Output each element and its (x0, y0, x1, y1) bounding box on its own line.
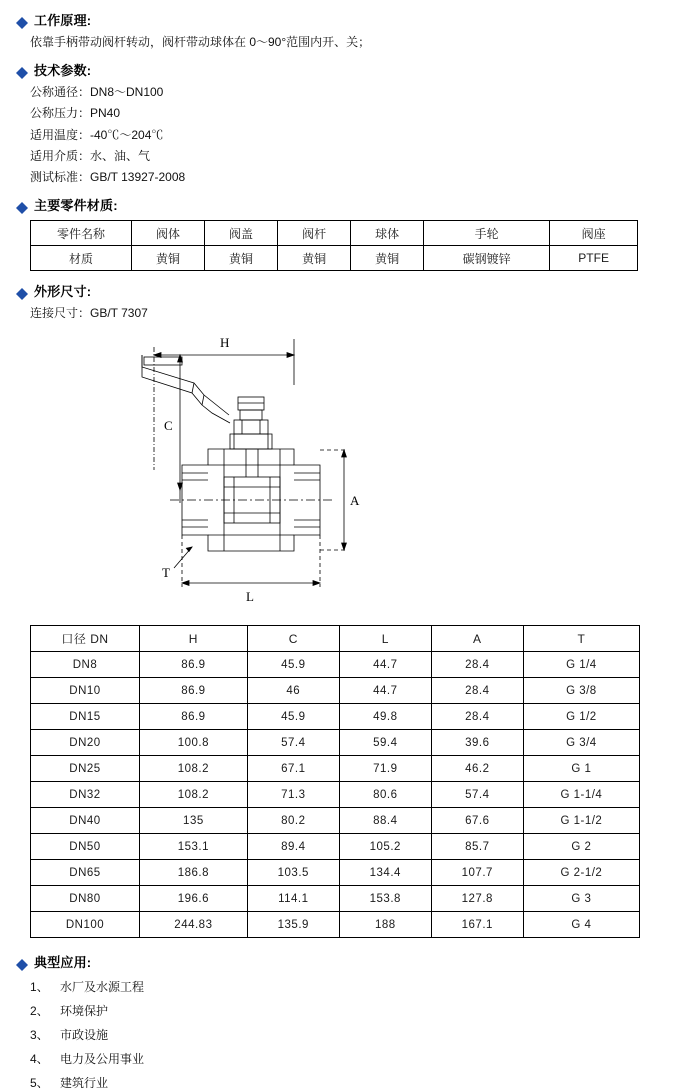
dim-cell-a: 28.4 (431, 704, 523, 730)
table-row (31, 834, 640, 860)
dim-cell-h: 86.9 (140, 652, 248, 678)
dim-cell-dn: DN15 (31, 704, 140, 730)
material-part-handwheel: 手轮 (424, 221, 550, 246)
dim-cell-dn: DN80 (31, 886, 140, 912)
list-item-number: 1、 (30, 980, 49, 995)
dim-header-dn: 口径 DN (31, 626, 140, 652)
dim-cell-dn: DN100 (31, 912, 140, 938)
dim-header-t: T (523, 626, 639, 652)
material-value-label: 材质 (31, 246, 132, 271)
dim-cell-h: 86.9 (140, 704, 248, 730)
dim-cell-c: 71.3 (247, 782, 339, 808)
table-row (31, 246, 638, 271)
dim-cell-l: 71.9 (339, 756, 431, 782)
section-heading-principle (16, 10, 688, 29)
dim-cell-dn: DN8 (31, 652, 140, 678)
dim-cell-t: G 2 (523, 834, 639, 860)
material-value-ball: 黄铜 (351, 246, 424, 271)
dim-cell-dn: DN50 (31, 834, 140, 860)
material-value-seat: PTFE (550, 246, 638, 271)
dim-cell-h: 244.83 (140, 912, 248, 938)
dim-cell-a: 28.4 (431, 652, 523, 678)
diamond-bullet-icon (16, 953, 28, 965)
material-part-stem: 阀杆 (278, 221, 351, 246)
dim-header-l: L (339, 626, 431, 652)
dim-cell-l: 105.2 (339, 834, 431, 860)
dim-cell-dn: DN20 (31, 730, 140, 756)
material-part-body: 阀体 (132, 221, 205, 246)
param-line-standard: 测试标准：GB/T 13927-2008 (30, 169, 186, 184)
dim-cell-a: 46.2 (431, 756, 523, 782)
dim-cell-a: 127.8 (431, 886, 523, 912)
principle-text: 依靠手柄带动阀杆转动，阀杆带动球体在 0～90°范围内开、关； (30, 35, 371, 49)
dim-cell-h: 196.6 (140, 886, 248, 912)
material-part-ball: 球体 (351, 221, 424, 246)
dim-cell-h: 153.1 (140, 834, 248, 860)
dimension-label-c: C (164, 418, 173, 434)
dim-cell-h: 108.2 (140, 782, 248, 808)
material-part-seat: 阀座 (550, 221, 638, 246)
dim-header-h: H (140, 626, 248, 652)
dimension-label-a: A (350, 493, 360, 509)
section-heading-materials (16, 195, 688, 214)
dim-cell-c: 135.9 (247, 912, 339, 938)
diamond-bullet-icon (16, 11, 28, 23)
list-item-label: 市政设施 (60, 1028, 109, 1043)
dim-cell-l: 44.7 (339, 652, 431, 678)
dim-cell-a: 67.6 (431, 808, 523, 834)
dim-cell-a: 39.6 (431, 730, 523, 756)
dim-cell-h: 86.9 (140, 678, 248, 704)
dim-cell-t: G 1 (523, 756, 639, 782)
material-part-bonnet: 阀盖 (205, 221, 278, 246)
dim-cell-t: G 4 (523, 912, 639, 938)
diamond-bullet-icon (16, 61, 28, 73)
list-item (30, 1026, 688, 1043)
section-title-params: 技术参数: (34, 63, 92, 79)
dim-cell-h: 135 (140, 808, 248, 834)
dim-cell-c: 45.9 (247, 704, 339, 730)
dimensions-table (30, 625, 640, 938)
section-title-principle: 工作原理: (34, 13, 92, 28)
list-item-label: 环境保护 (60, 1004, 109, 1019)
dim-cell-a: 57.4 (431, 782, 523, 808)
section-title-applications: 典型应用: (34, 955, 92, 971)
param-line-temperature: 适用温度：-40℃～204℃ (30, 127, 164, 142)
table-row (31, 886, 640, 912)
dim-cell-c: 89.4 (247, 834, 339, 860)
table-header-row (31, 626, 640, 652)
list-item (30, 1074, 688, 1091)
dim-cell-t: G 1-1/2 (523, 808, 639, 834)
table-row (31, 652, 640, 678)
dim-cell-t: G 1-1/4 (523, 782, 639, 808)
param-line-pressure: 公称压力：PN40 (30, 106, 121, 121)
table-row (31, 704, 640, 730)
dim-cell-l: 134.4 (339, 860, 431, 886)
section-heading-applications (16, 952, 688, 971)
dim-cell-dn: DN25 (31, 756, 140, 782)
dim-cell-c: 46 (247, 678, 339, 704)
dim-cell-c: 45.9 (247, 652, 339, 678)
list-item-label: 水厂及水源工程 (60, 980, 145, 995)
section-heading-params (16, 60, 688, 79)
dimension-label-t: T (162, 565, 170, 581)
dim-cell-h: 186.8 (140, 860, 248, 886)
dim-cell-dn: DN32 (31, 782, 140, 808)
list-item (30, 1002, 688, 1019)
table-row (31, 808, 640, 834)
param-line-medium: 适用介质：水、油、气 (30, 148, 151, 163)
list-item-number: 2、 (30, 1004, 49, 1019)
dim-cell-t: G 3/8 (523, 678, 639, 704)
dim-cell-l: 59.4 (339, 730, 431, 756)
dimension-label-h: H (220, 335, 230, 351)
table-row (31, 730, 640, 756)
param-line-diameter: 公称通径：DN8～DN100 (30, 85, 164, 100)
diamond-bullet-icon (16, 196, 28, 208)
dim-cell-t: G 1/4 (523, 652, 639, 678)
valve-drawing (0, 325, 688, 625)
dim-cell-h: 108.2 (140, 756, 248, 782)
valve-drawing-svg (134, 325, 554, 620)
table-row (31, 756, 640, 782)
section-title-dimensions: 外形尺寸: (34, 284, 92, 300)
dim-cell-t: G 3 (523, 886, 639, 912)
dim-header-c: C (247, 626, 339, 652)
materials-table (30, 220, 638, 271)
dim-cell-a: 107.7 (431, 860, 523, 886)
dim-cell-l: 44.7 (339, 678, 431, 704)
list-item (30, 1050, 688, 1067)
dim-cell-dn: DN65 (31, 860, 140, 886)
dim-cell-t: G 3/4 (523, 730, 639, 756)
table-row (31, 678, 640, 704)
dim-cell-c: 80.2 (247, 808, 339, 834)
material-value-bonnet: 黄铜 (205, 246, 278, 271)
table-row (31, 860, 640, 886)
dim-cell-a: 85.7 (431, 834, 523, 860)
table-row (31, 912, 640, 938)
dim-cell-c: 103.5 (247, 860, 339, 886)
dimension-label-l: L (246, 589, 254, 605)
dim-cell-c: 114.1 (247, 886, 339, 912)
connection-standard-text: 连接尺寸：GB/T 7307 (30, 306, 148, 321)
list-item-number: 3、 (30, 1028, 49, 1043)
dim-cell-l: 88.4 (339, 808, 431, 834)
table-row (31, 782, 640, 808)
dim-cell-l: 153.8 (339, 886, 431, 912)
dim-cell-l: 80.6 (339, 782, 431, 808)
dim-cell-c: 57.4 (247, 730, 339, 756)
list-item-label: 电力及公用事业 (60, 1052, 145, 1067)
dim-cell-a: 28.4 (431, 678, 523, 704)
dim-cell-h: 100.8 (140, 730, 248, 756)
section-title-materials: 主要零件材质: (34, 198, 118, 214)
list-item-label: 建筑行业 (60, 1076, 109, 1091)
list-item (30, 978, 688, 995)
material-value-body: 黄铜 (132, 246, 205, 271)
dim-cell-c: 67.1 (247, 756, 339, 782)
dim-header-a: A (431, 626, 523, 652)
material-value-stem: 黄铜 (278, 246, 351, 271)
dim-cell-t: G 2-1/2 (523, 860, 639, 886)
dim-cell-l: 49.8 (339, 704, 431, 730)
dim-cell-t: G 1/2 (523, 704, 639, 730)
section-heading-dimensions (16, 281, 688, 300)
list-item-number: 5、 (30, 1076, 49, 1091)
material-value-handwheel: 碳钢镀锌 (424, 246, 550, 271)
dim-cell-a: 167.1 (431, 912, 523, 938)
material-part-label: 零件名称 (31, 221, 132, 246)
dim-cell-dn: DN40 (31, 808, 140, 834)
table-row (31, 221, 638, 246)
list-item-number: 4、 (30, 1052, 49, 1067)
dim-cell-l: 188 (339, 912, 431, 938)
diamond-bullet-icon (16, 282, 28, 294)
dim-cell-dn: DN10 (31, 678, 140, 704)
